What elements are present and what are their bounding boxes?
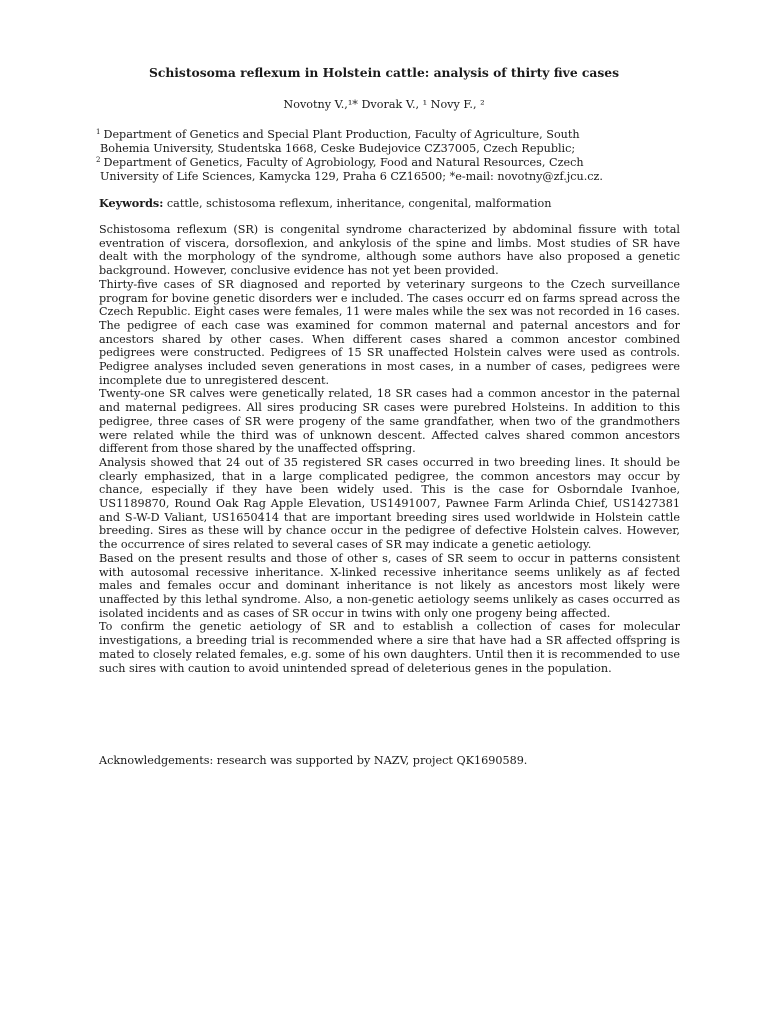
affiliation-2-marker: 2 [96,156,101,164]
abstract-paragraph-1: Schistosoma reflexum (SR) is congenital syndrome characterized by abdominal fissure with total eventration of viscera, dorsoflexion, and ankylosis of the spine and limbs. Most studies of SR have dealt with the morphology of the syndrome, although some authors have also proposed a genetic background. However, conclusive evidence has not yet been provided. [99,223,680,278]
acknowledgements: Acknowledgements: research was supported by NAZV, project QK1690589. [99,754,528,767]
affiliation-2-line-1 [96,154,656,170]
affiliation-1-line-2: Bohemia University, Studentska 1668, Ceske Budejovice CZ37005, Czech Republic; [100,141,576,155]
abstract-paragraph-6: To confirm the genetic aetiology of SR and to establish a collection of cases for molecular investigations, a breeding trial is recommended where a sire that have had a SR affected offspring is mated to closely related females, e.g. some of his own daughters. Until then it is recommended to use such sires with caution to avoid unintended spread of deleterious genes in the population. [99,620,680,675]
abstract-body [99,223,680,675]
affiliation-2 [96,154,656,183]
affiliation-2-text-1: Department of Genetics, Faculty of Agrobiology, Food and Natural Resources, Czech [103,156,584,169]
abstract-paragraph-5: Based on the present results and those of other s, cases of SR seem to occur in patterns consistent with autosomal recessive inheritance. X-linked recessive inheritance seems unlikely as af fected males and females occur and dominant inheritance is not likely as ancestors most likely were unaffected by this lethal syndrome. Also, a non-genetic aetiology seems unlikely as cases occurred as isolated incidents and as cases of SR occur in twins with only one progeny being affected. [99,551,680,620]
affiliation-2-line-2: University of Life Sciences, Kamycka 129, Praha 6 CZ16500; *e-mail: novotny@zf.jcu.cz. [100,169,603,183]
keywords-line [99,197,551,210]
abstract-paragraph-4: Analysis showed that 24 out of 35 registered SR cases occurred in two breeding lines. It should be clearly emphasized, that in a large complicated pedigree, the common ancestors may occur by chance, especially if they have been widely used. This is the case for Osborndale Ivanhoe, US1189870, Round Oak Rag Apple Elevation, US1491007, Pawnee Farm Arlinda Chief, US1427381 and S-W-D Valiant, US1650414 that are important breeding sires used worldwide in Holstein cattle breeding. Sires as these will by chance occur in the pedigree of defective Holstein calves. However, the occurrence of sires related to several cases of SR may indicate a genetic aetiology. [99,455,680,552]
paper-title: Schistosoma reflexum in Holstein cattle: analysis of thirty five cases [148,65,620,80]
abstract-paragraph-2: Thirty-five cases of SR diagnosed and reported by veterinary surgeons to the Czech surveillance program for bovine genetic disorders wer e included. The cases occurr ed on farms spread across the Czech Republic. Eight cases were females, 11 were males while the sex was not recorded in 16 cases. The pedigree of each case was examined for common maternal and paternal ancestors and for ancestors shared by other cases. When different cases shared a common ancestor combined pedigrees were constructed. Pedigrees of 15 SR unaffected Holstein calves were used as controls. Pedigree analyses included seven generations in most cases, in a number of cases, pedigrees were incomplete due to unregistered descent. [99,277,680,387]
affiliation-1-text-1: Department of Genetics and Special Plant Production, Faculty of Agriculture, South [103,128,580,141]
keywords-label: Keywords: [99,196,164,210]
affiliation-1 [96,126,656,155]
author-list: Novotny V.,¹* Dvorak V., ¹ Novy F., ² [283,98,485,111]
affiliation-1-line-1 [96,126,656,142]
affiliation-1-marker: 1 [96,128,101,136]
abstract-paragraph-3: Twenty-one SR calves were genetically related, 18 SR cases had a common ancestor in the paternal and maternal pedigrees. All sires producing SR cases were purebred Holsteins. In addition to this pedigree, three cases of SR were progeny of the same grandfather, when two of the grandmothers were related while the third was of unknown descent. Affected calves shared common ancestors different from those shared by the unaffected offspring. [99,387,680,456]
keywords-text: cattle, schistosoma reflexum, inheritance, congenital, malformation [163,197,552,210]
